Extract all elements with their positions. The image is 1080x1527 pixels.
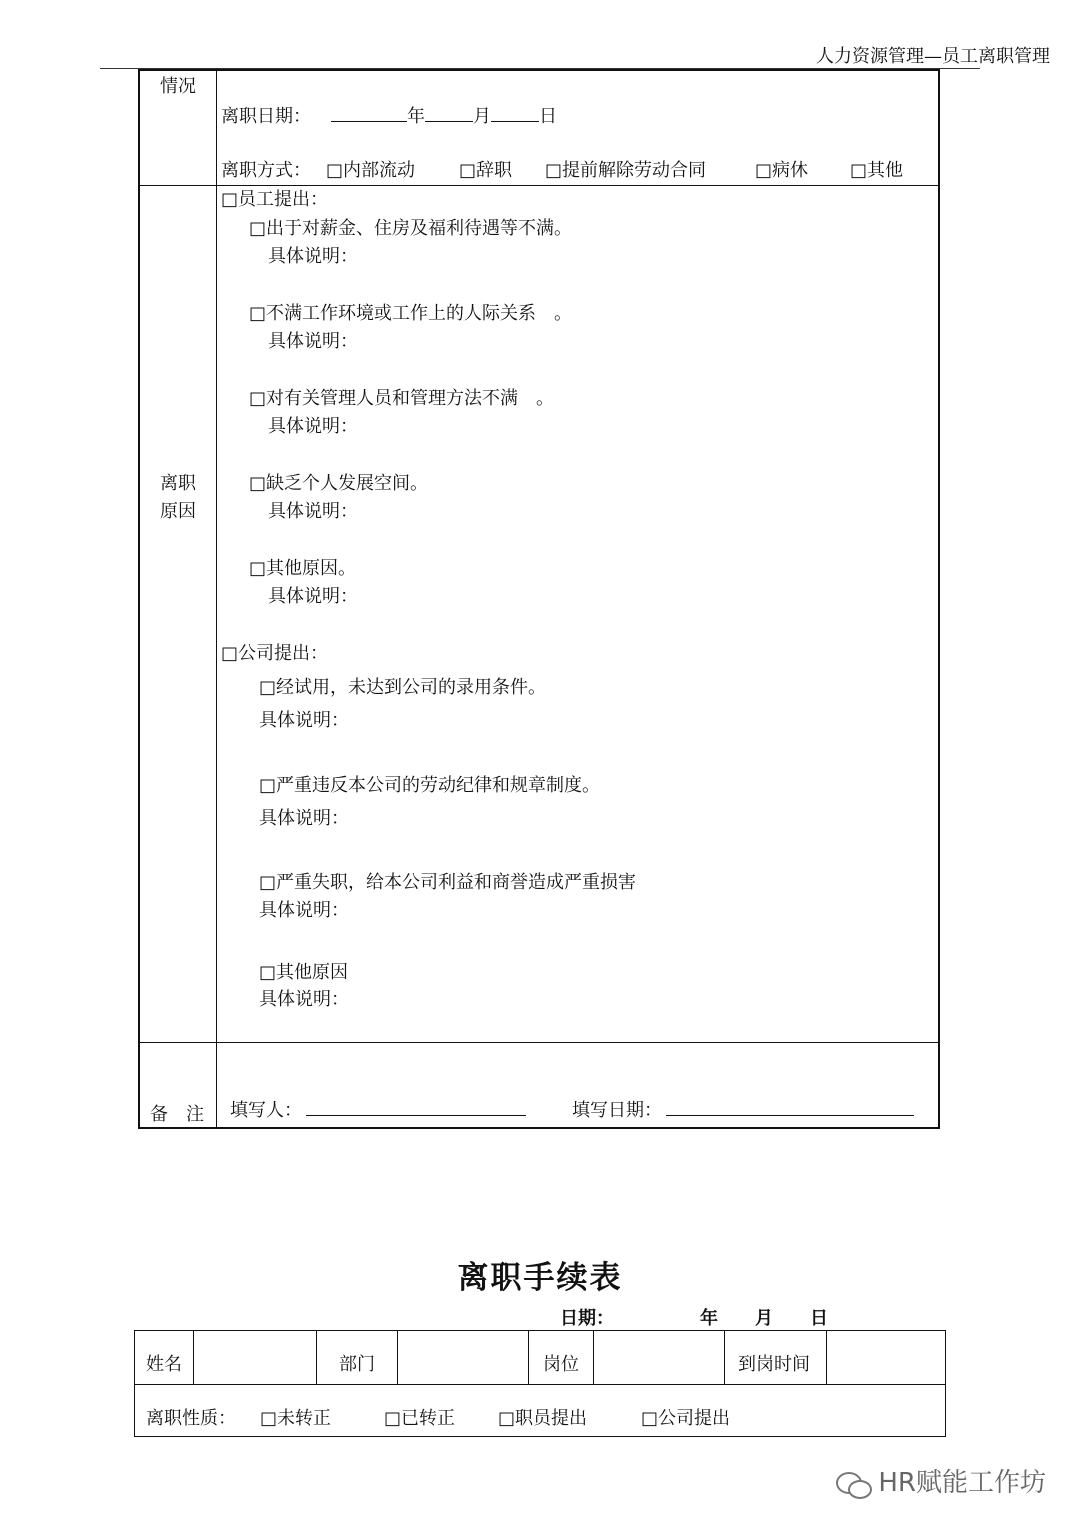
table-divider-row1 [138, 185, 940, 186]
post-label: 岗位 [543, 1354, 579, 1375]
cell-divider [528, 1330, 529, 1385]
detail-label: 具体说明： [259, 808, 349, 829]
post-field[interactable] [595, 1332, 723, 1383]
company-heading[interactable]: □公司提出： [221, 643, 329, 664]
detail-label: 具体说明： [259, 989, 349, 1010]
watermark-text: HR赋能工作坊 [878, 1468, 1046, 1498]
arrival-field[interactable] [828, 1332, 944, 1383]
fill-date-blank[interactable] [666, 1097, 914, 1116]
watermark [836, 1462, 1046, 1499]
day-unit: 日 [539, 106, 557, 127]
employee-reason-environment[interactable]: □不满工作环境或工作上的人际关系 。 [249, 303, 573, 324]
company-reason-violation[interactable]: □严重违反本公司的劳动纪律和规章制度。 [259, 775, 601, 796]
dept-field[interactable] [399, 1332, 527, 1383]
method-option-resign[interactable]: □辞职 [459, 160, 513, 181]
form-date-month: 月 [755, 1308, 773, 1329]
situation-label: 情况 [160, 76, 196, 97]
company-reason-negligence[interactable]: □严重失职，给本公司利益和商誉造成严重损害 [259, 872, 637, 893]
detail-label: 具体说明： [259, 900, 349, 921]
detail-label: 具体说明： [268, 246, 358, 267]
fill-date-row [572, 1097, 914, 1122]
detail-label: 具体说明： [259, 710, 349, 731]
name-field[interactable] [195, 1332, 315, 1383]
nature-option-regular[interactable]: □已转正 [384, 1408, 456, 1429]
arrival-label: 到岗时间 [738, 1354, 810, 1375]
detail-label: 具体说明： [268, 586, 358, 607]
cell-divider [593, 1330, 594, 1385]
method-option-other[interactable]: □其他 [850, 160, 904, 181]
day-blank[interactable] [491, 103, 539, 122]
nature-option-probation[interactable]: □未转正 [260, 1408, 332, 1429]
table-divider-row2 [138, 1042, 940, 1043]
employee-reason-development[interactable]: □缺乏个人发展空间。 [249, 473, 429, 494]
employee-heading[interactable]: □员工提出： [221, 189, 329, 210]
filler-blank[interactable] [306, 1097, 526, 1116]
resign-method-label: 离职方式： [221, 160, 311, 181]
cell-divider [724, 1330, 725, 1385]
fill-date-label: 填写日期： [572, 1100, 662, 1121]
filler-label: 填写人： [230, 1100, 302, 1121]
nature-label: 离职性质： [146, 1408, 236, 1429]
year-blank[interactable] [331, 103, 407, 122]
employee-reason-management[interactable]: □对有关管理人员和管理方法不满 。 [249, 388, 555, 409]
method-option-internal[interactable]: □内部流动 [326, 160, 416, 181]
cell-divider [193, 1330, 194, 1385]
cell-divider [397, 1330, 398, 1385]
form-date-day: 日 [810, 1308, 828, 1329]
header-title: 人力资源管理—员工离职管理 [816, 46, 1050, 67]
cell-divider [826, 1330, 827, 1385]
resign-date-row [221, 103, 557, 128]
cell-divider [316, 1330, 317, 1385]
year-unit: 年 [407, 106, 425, 127]
detail-label: 具体说明： [268, 331, 358, 352]
employee-reason-salary[interactable]: □出于对薪金、住房及福利待遇等不满。 [249, 218, 573, 239]
reason-label-2: 原因 [160, 501, 196, 522]
company-reason-probation[interactable]: □经试用，未达到公司的录用条件。 [259, 677, 547, 698]
detail-label: 具体说明： [268, 416, 358, 437]
method-option-terminate[interactable]: □提前解除劳动合同 [545, 160, 707, 181]
wechat-icon [836, 1470, 872, 1498]
detail-label: 具体说明： [268, 501, 358, 522]
resign-date-label: 离职日期： [221, 106, 311, 127]
company-reason-other[interactable]: □其他原因 [259, 962, 349, 983]
month-blank[interactable] [425, 103, 473, 122]
method-option-sick[interactable]: □病休 [755, 160, 809, 181]
handover-table-divider [134, 1384, 946, 1385]
form-date-year: 年 [700, 1308, 718, 1329]
remarks-label: 备 注 [150, 1104, 204, 1125]
reason-label-1: 离职 [160, 473, 196, 494]
name-label: 姓名 [146, 1354, 182, 1375]
table-divider-vertical [216, 69, 217, 1129]
employee-reason-other[interactable]: □其他原因。 [249, 558, 357, 579]
dept-label: 部门 [339, 1354, 375, 1375]
form-date-label: 日期： [560, 1308, 614, 1329]
nature-option-company[interactable]: □公司提出 [641, 1408, 731, 1429]
nature-option-staff[interactable]: □职员提出 [498, 1408, 588, 1429]
month-unit: 月 [473, 106, 491, 127]
form-title: 离职手续表 [457, 1260, 623, 1296]
filler-row [230, 1097, 526, 1122]
